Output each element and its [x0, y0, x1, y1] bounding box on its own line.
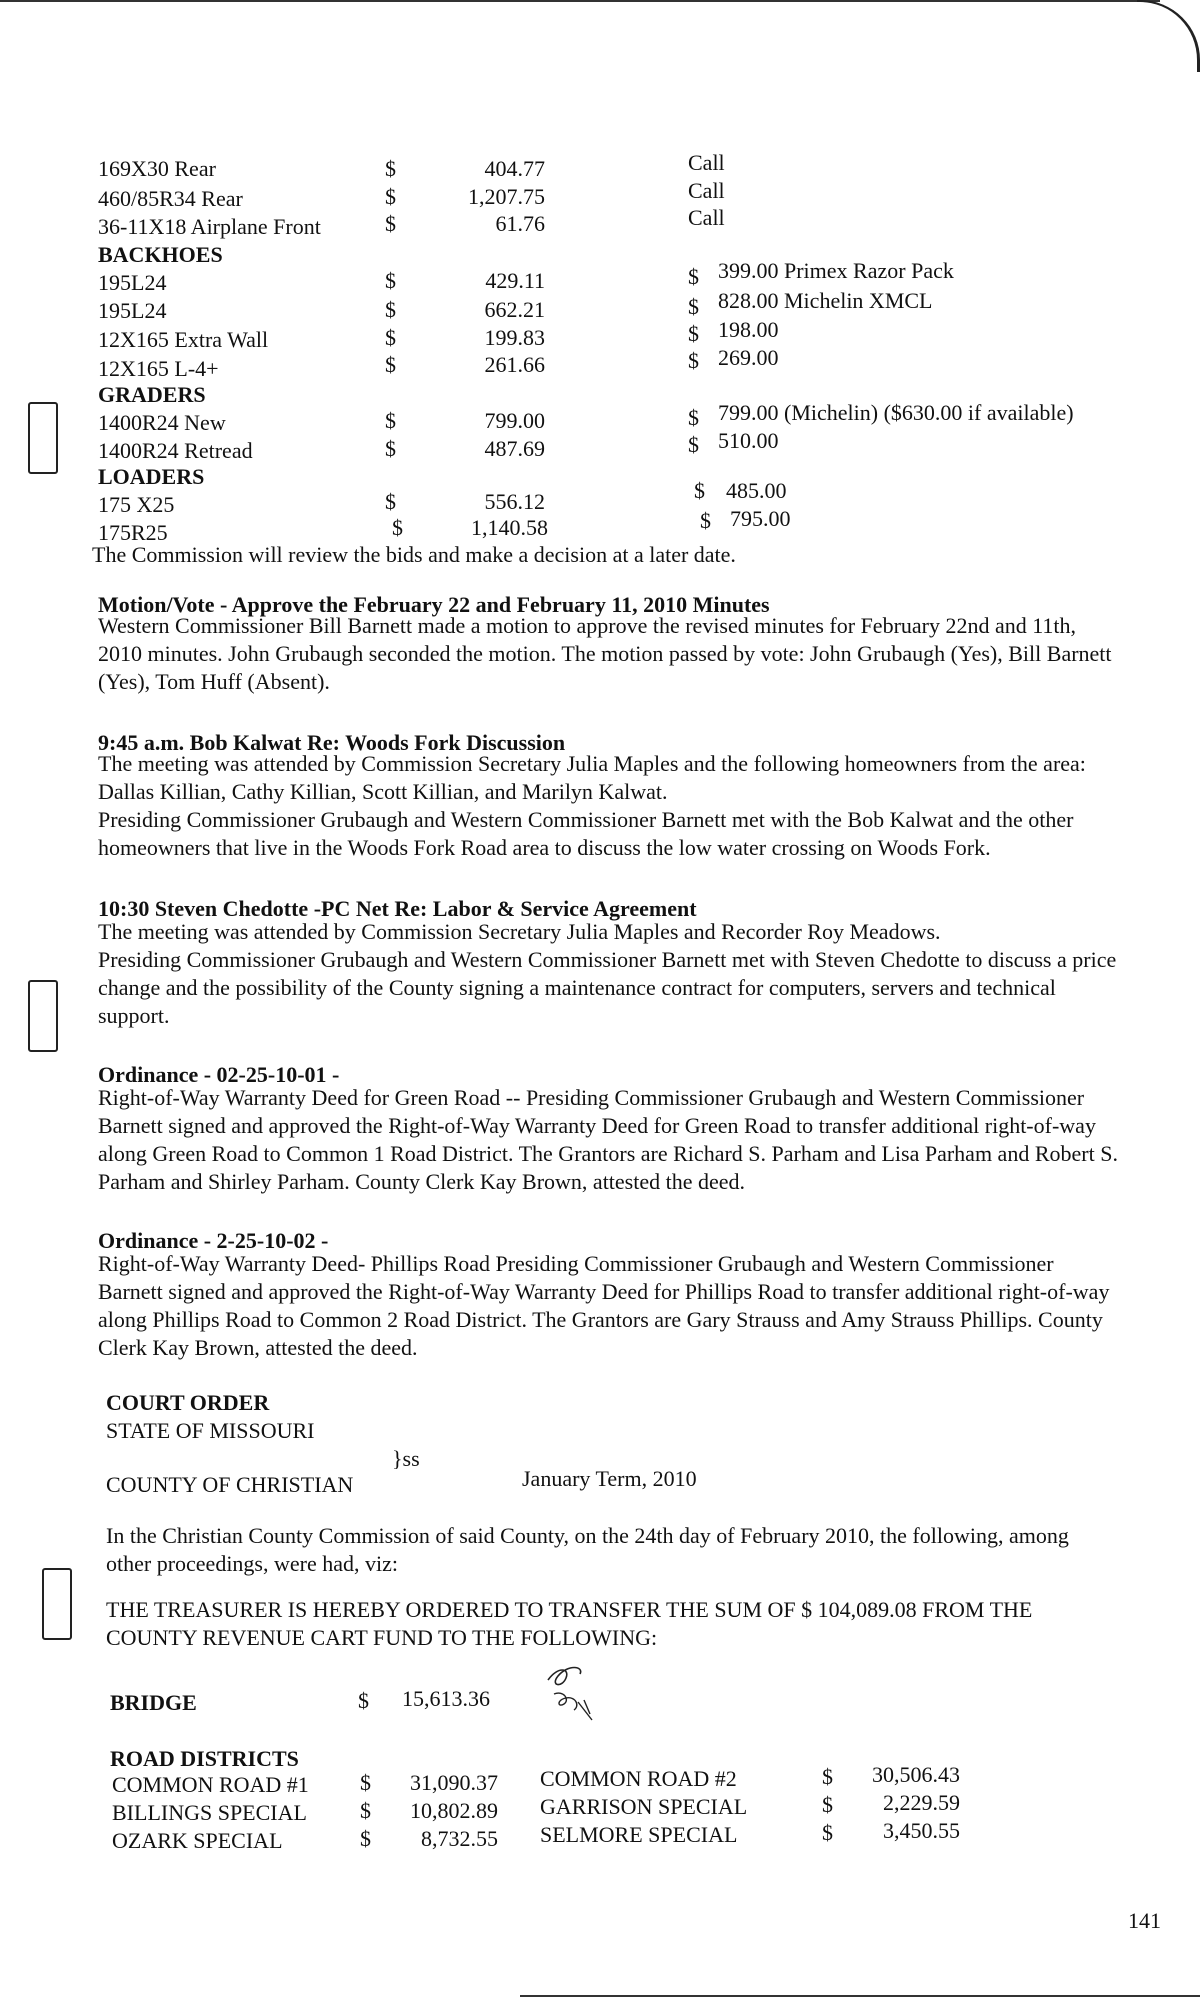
- road-district-dollar: $: [822, 1820, 833, 1845]
- bid-alt-dollar: $: [688, 432, 699, 457]
- bid-item: 195L24: [98, 270, 167, 295]
- court-order-title: COURT ORDER: [106, 1390, 270, 1415]
- road-district-dollar: $: [360, 1798, 371, 1823]
- section-body: Presiding Commissioner Grubaugh and Western Commissioner Barnett met with Steven Chedotte to discuss a price change and the possibility of the County signing a maintenance contract for computers, servers and technical support.: [98, 947, 1117, 1028]
- section-heading: 9:45 a.m. Bob Kalwat Re: Woods Fork Discussion: [98, 730, 566, 755]
- section-heading: Ordinance - 02-25-10-01 -: [98, 1062, 340, 1087]
- bid-item: 1400R24 New: [98, 410, 226, 435]
- road-district-amount: 31,090.37: [410, 1770, 498, 1795]
- section-body: The meeting was attended by Commission Secretary Julia Maples and the following homeowners from the area: Dallas Killian, Cathy Killian, Scott Killian, and Marilyn Kalwat.: [98, 751, 1086, 804]
- bid-alt: 269.00: [718, 345, 779, 370]
- bid-alt-dollar: $: [688, 321, 699, 346]
- road-district-dollar: $: [360, 1770, 371, 1795]
- road-district-name: COMMON ROAD #1: [112, 1772, 309, 1797]
- bid-item: 12X165 Extra Wall: [98, 327, 269, 352]
- bid-alt: Call: [688, 205, 725, 230]
- section-body: Western Commissioner Bill Barnett made a motion to approve the revised minutes for February 22nd and 11th, 2010 minutes. John Grubaugh seconded the motion. The motion passed by vote: John Grubaugh (Yes), Bill Barnett (Yes), Tom Huff (Absent).: [98, 613, 1112, 694]
- bid-item: 175R25: [98, 520, 168, 545]
- bid-price: 556.12: [484, 489, 545, 514]
- road-district-amount: 3,450.55: [883, 1818, 960, 1843]
- road-district-dollar: $: [822, 1792, 833, 1817]
- bid-item: 12X165 L-4+: [98, 356, 219, 381]
- bid-dollar: $: [385, 156, 396, 181]
- court-order-text: THE TREASURER IS HEREBY ORDERED TO TRANSFER THE SUM OF $ 104,089.08 FROM THE COUNTY REVENUE CART FUND TO THE FOLLOWING:: [106, 1597, 1033, 1650]
- bid-item: 36-11X18 Airplane Front: [98, 214, 321, 239]
- court-order-term: January Term, 2010: [522, 1466, 697, 1491]
- road-districts-label: ROAD DISTRICTS: [110, 1746, 299, 1771]
- bid-price: 799.00: [484, 408, 545, 433]
- bid-item: 175 X25: [98, 492, 175, 517]
- bid-price: 429.11: [485, 268, 545, 293]
- bid-alt-dollar: $: [694, 478, 705, 503]
- bid-item: 1400R24 Retread: [98, 438, 253, 463]
- bid-item: 460/85R34 Rear: [98, 186, 243, 211]
- bid-alt: 399.00 Primex Razor Pack: [718, 258, 954, 283]
- category-heading: LOADERS: [98, 464, 205, 489]
- bid-alt: Call: [688, 150, 725, 175]
- section-body: The meeting was attended by Commission Secretary Julia Maples and Recorder Roy Meadows.: [98, 919, 941, 944]
- section-heading: Ordinance - 2-25-10-02 -: [98, 1228, 329, 1253]
- bid-alt: 198.00: [718, 317, 779, 342]
- road-district-amount: 30,506.43: [872, 1762, 960, 1787]
- bid-alt: Call: [688, 178, 725, 203]
- binder-hole: [28, 402, 58, 474]
- bid-dollar: $: [385, 489, 396, 514]
- bid-price: 1,140.58: [471, 515, 548, 540]
- bid-alt: 799.00 (Michelin) ($630.00 if available): [718, 400, 1074, 425]
- bid-dollar: $: [385, 184, 396, 209]
- road-district-name: BILLINGS SPECIAL: [112, 1800, 307, 1825]
- road-district-amount: 2,229.59: [883, 1790, 960, 1815]
- bid-alt-dollar: $: [688, 405, 699, 430]
- road-district-dollar: $: [360, 1826, 371, 1851]
- road-district-name: GARRISON SPECIAL: [540, 1794, 748, 1819]
- bid-alt: 485.00: [726, 478, 787, 503]
- bid-price: 199.83: [484, 325, 545, 350]
- road-district-name: OZARK SPECIAL: [112, 1828, 283, 1853]
- bridge-dollar: $: [358, 1688, 369, 1713]
- section-body: Presiding Commissioner Grubaugh and Western Commissioner Barnett met with the Bob Kalwat and the other homeowners that live in the Woods Fork Road area to discuss the low water crossing on Woods Fork.: [98, 807, 1074, 860]
- top-border: [0, 0, 1160, 2]
- road-district-dollar: $: [822, 1764, 833, 1789]
- road-district-amount: 8,732.55: [421, 1826, 498, 1851]
- section-body: Right-of-Way Warranty Deed for Green Road -- Presiding Commissioner Grubaugh and Western Commissioner Barnett signed and approved the Right-of-Way Warranty Deed for Green Road to transfer additional right-of-way along Green Road to Common 1 Road District. The Grantors are Richard S. Parham and Lisa Parham and Robert S. Parham and Shirley Parham. County Clerk Kay Brown, attested the deed.: [98, 1085, 1118, 1194]
- page-corner-curl: [1137, 0, 1200, 72]
- page-number: 141: [1128, 1908, 1161, 1933]
- bid-dollar: $: [385, 211, 396, 236]
- bid-alt-dollar: $: [700, 508, 711, 533]
- bridge-amount: 15,613.36: [402, 1686, 490, 1711]
- category-heading: GRADERS: [98, 382, 206, 407]
- road-district-name: SELMORE SPECIAL: [540, 1822, 738, 1847]
- bid-alt: 795.00: [730, 506, 791, 531]
- bid-dollar: $: [385, 297, 396, 322]
- court-order-state: STATE OF MISSOURI: [106, 1418, 315, 1443]
- bid-dollar: $: [385, 325, 396, 350]
- section-heading: 10:30 Steven Chedotte -PC Net Re: Labor & Service Agreement: [98, 896, 697, 921]
- bid-alt-dollar: $: [688, 348, 699, 373]
- bid-price: 61.76: [495, 211, 545, 236]
- binder-hole: [42, 1568, 72, 1640]
- section-heading: Motion/Vote - Approve the February 22 and February 11, 2010 Minutes: [98, 592, 770, 617]
- bid-dollar: $: [385, 268, 396, 293]
- bid-price: 1,207.75: [468, 184, 545, 209]
- review-note: The Commission will review the bids and make a decision at a later date.: [92, 542, 736, 567]
- bid-price: 487.69: [484, 436, 545, 461]
- court-order-intro: In the Christian County Commission of said County, on the 24th day of February 2010, the following, among other proceedings, were had, viz:: [106, 1523, 1069, 1576]
- bid-alt-dollar: $: [688, 264, 699, 289]
- road-district-amount: 10,802.89: [410, 1798, 498, 1823]
- bid-price: 662.21: [484, 297, 545, 322]
- road-district-name: COMMON ROAD #2: [540, 1766, 737, 1791]
- bid-item: 195L24: [98, 298, 167, 323]
- court-order-ss: }ss: [392, 1446, 420, 1471]
- category-heading: BACKHOES: [98, 242, 223, 267]
- binder-hole: [28, 980, 58, 1052]
- bid-price: 261.66: [484, 352, 545, 377]
- bid-alt: 510.00: [718, 428, 779, 453]
- bottom-border: [520, 1995, 1200, 1997]
- section-body: Right-of-Way Warranty Deed- Phillips Road Presiding Commissioner Grubaugh and Western Commissioner Barnett signed and approved the Right-of-Way Warranty Deed for Phillips Road to transfer additional right-of-way along Phillips Road to Common 2 Road District. The Grantors are Gary Strauss and Amy Strauss Phillips. County Clerk Kay Brown, attested the deed.: [98, 1251, 1110, 1360]
- bid-dollar: $: [392, 515, 403, 540]
- bid-price: 404.77: [484, 156, 545, 181]
- bid-alt: 828.00 Michelin XMCL: [718, 288, 933, 313]
- bid-alt-dollar: $: [688, 294, 699, 319]
- bridge-label: BRIDGE: [110, 1690, 197, 1715]
- bid-dollar: $: [385, 352, 396, 377]
- bid-dollar: $: [385, 436, 396, 461]
- court-order-county: COUNTY OF CHRISTIAN: [106, 1472, 354, 1497]
- bid-item: 169X30 Rear: [98, 156, 216, 181]
- handwritten-initials: [540, 1660, 610, 1730]
- bid-dollar: $: [385, 408, 396, 433]
